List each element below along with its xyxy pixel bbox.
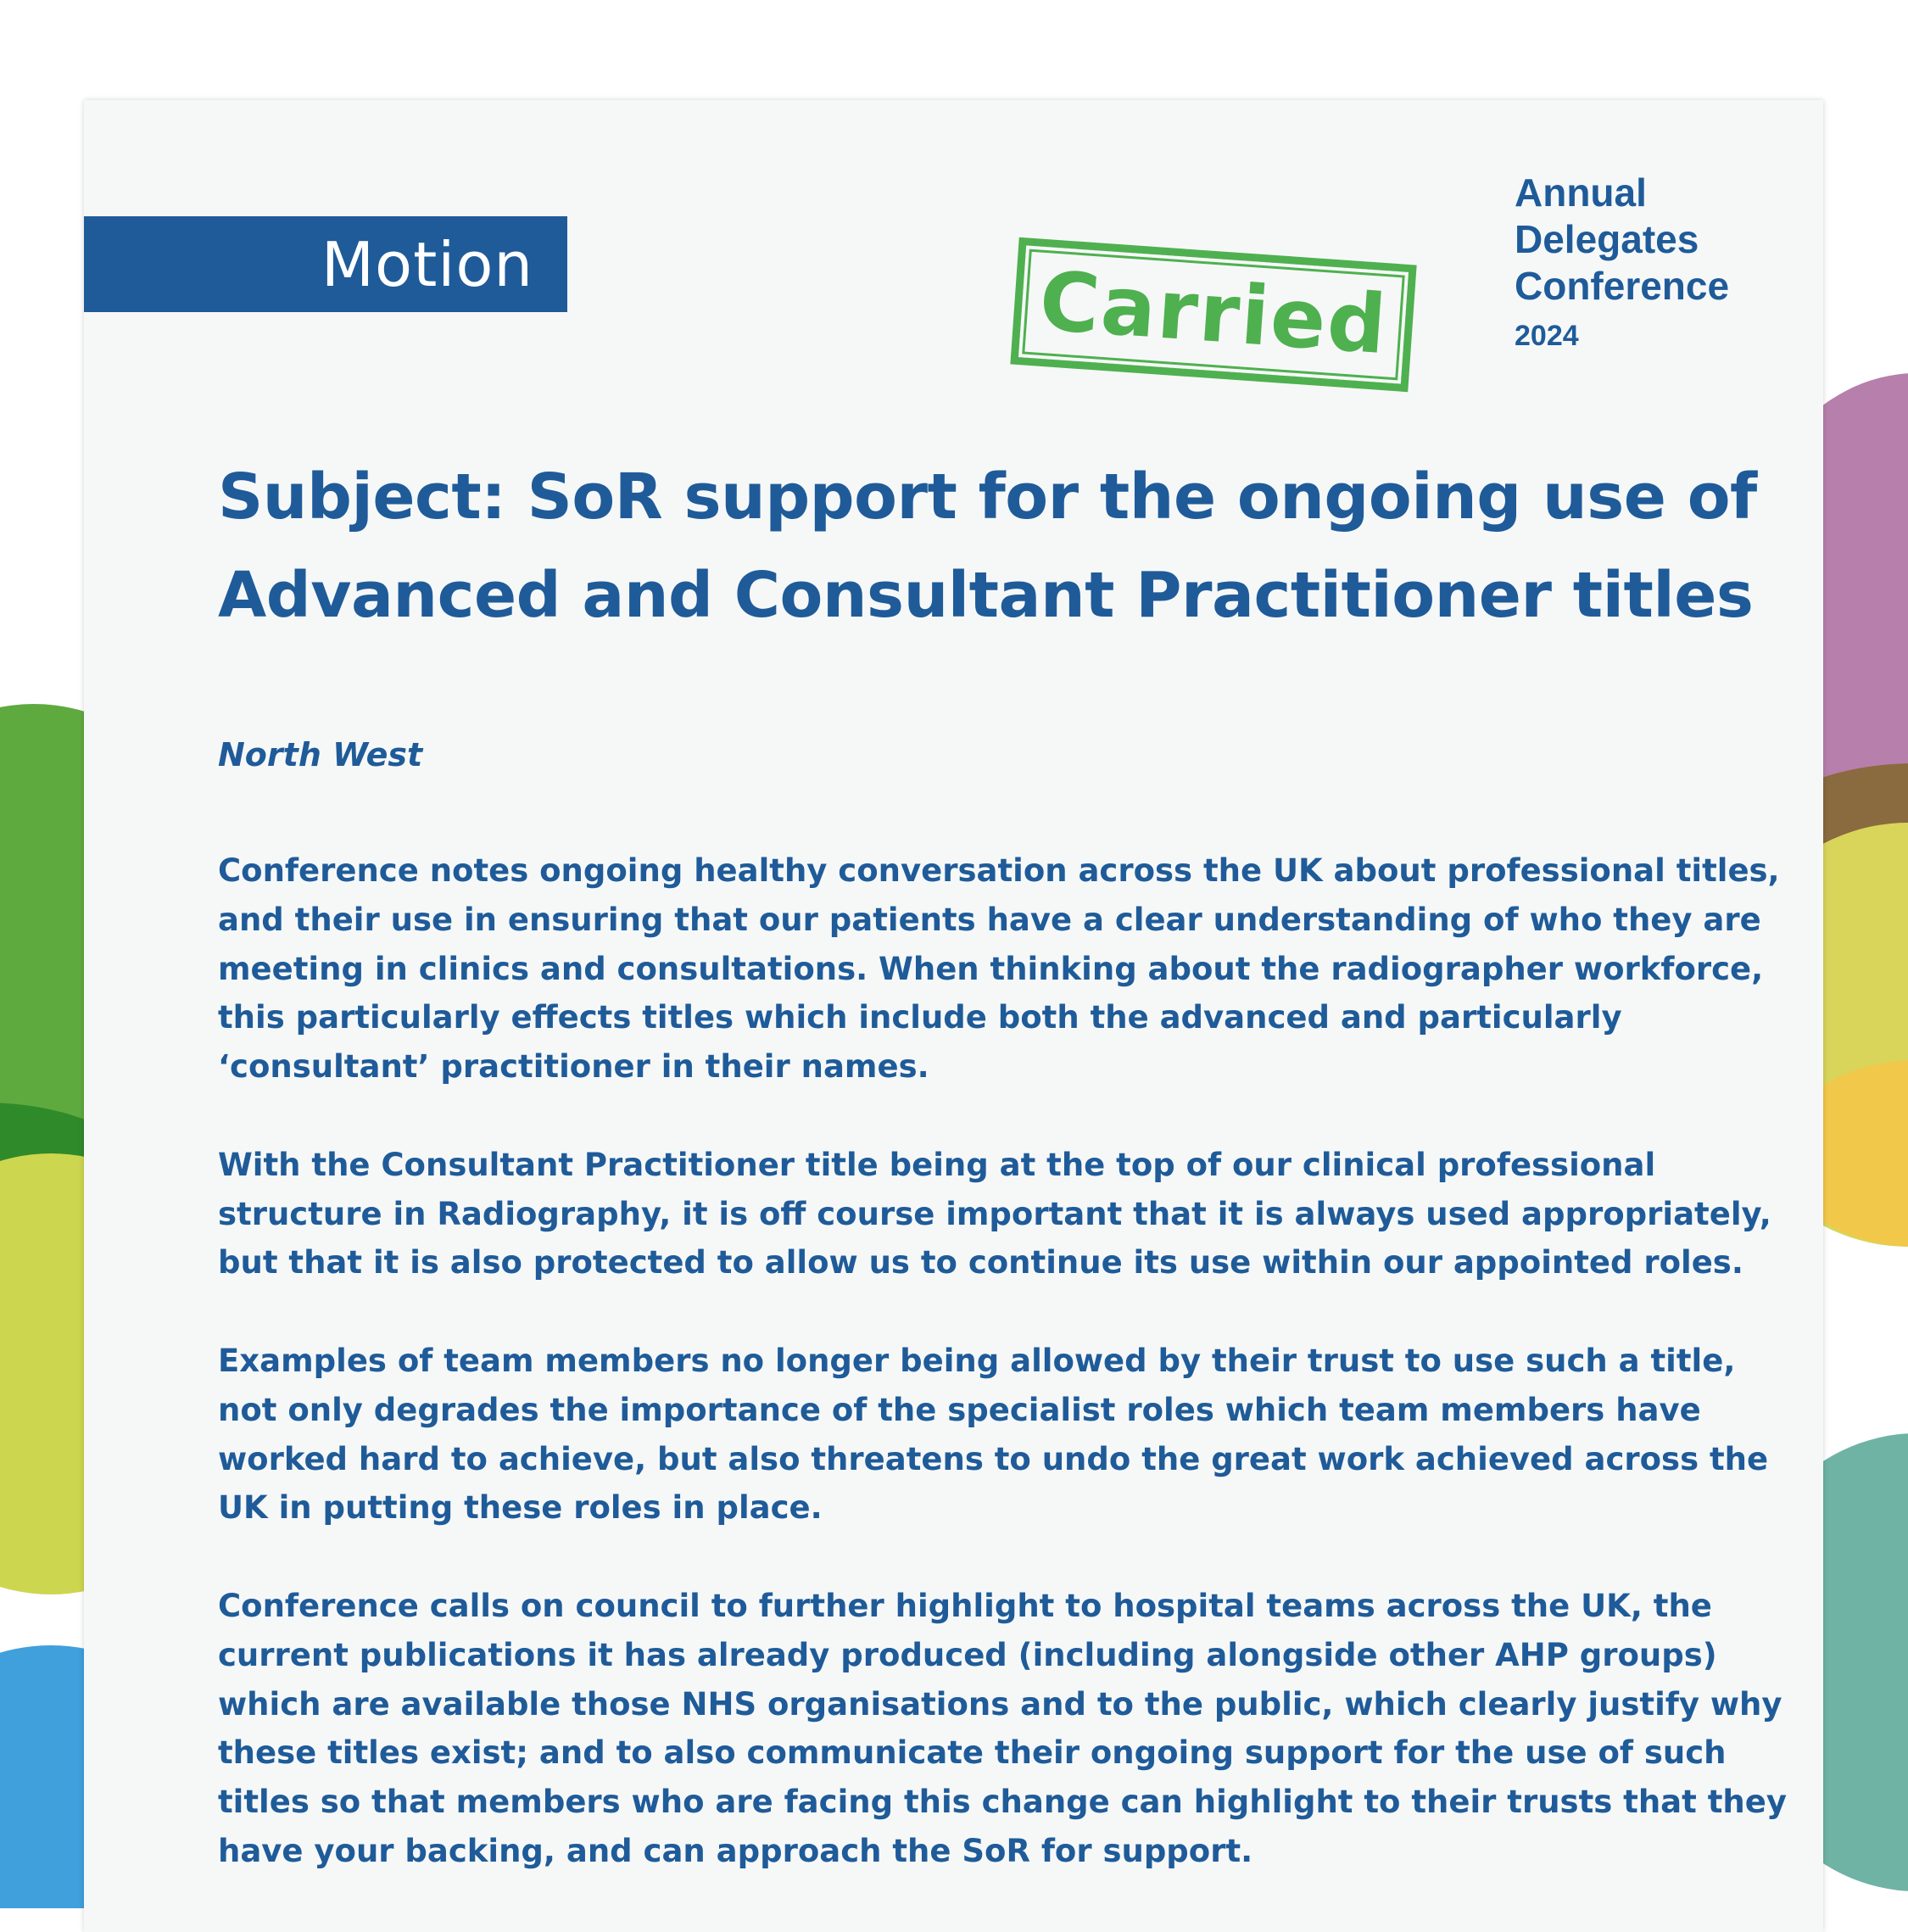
motion-document-page — [84, 100, 1823, 1932]
motion-paragraph: Conference calls on council to further highlight to hospital teams across the UK, the current publications it has already produced (including alongside other AHP groups) which are available those NHS organisations and to the public, which clearly justify why these titles exist; and to also communicate their ongoing support for the use of such titles so that members who are facing this change can highlight to their trusts that they have your backing, and can approach the SoR for support. — [218, 1587, 1787, 1869]
conference-logo-line1: Annual — [1515, 170, 1647, 215]
motion-body — [218, 846, 1799, 1925]
motion-subject-title — [218, 448, 1812, 645]
subject-line-2: Advanced and Consultant Practitioner titles — [218, 559, 1754, 632]
motion-paragraph: Conference notes ongoing healthy conversation across the UK about professional titles, and their use in ensuring that our patients have a clear understanding of who they are meeting in clinics and consultations. When thinking about the radiographer workforce, this particularly effects titles which include both the advanced and particularly ‘consultant’ practitioner in their names. — [218, 852, 1780, 1086]
conference-year: 2024 — [1515, 320, 1579, 352]
motion-label: Motion — [321, 229, 533, 300]
motion-paragraph: With the Consultant Practitioner title being at the top of our clinical professional structure in Radiography, it is off course important that it is always used appropriately, but that it is also protected to allow us to continue its use within our appointed roles. — [218, 1146, 1771, 1281]
stamp-text: Carried — [1036, 253, 1391, 373]
subject-line-1: Subject: SoR support for the ongoing use of — [218, 461, 1757, 533]
conference-logo — [1515, 170, 1729, 357]
proposer-region: North West — [218, 736, 423, 773]
conference-logo-line2: Delegates — [1515, 217, 1699, 261]
motion-paragraph: Examples of team members no longer being allowed by their trust to use such a title, not only degrades the importance of the specialist roles which team members have worked hard to achieve, but also threatens to undo the great work achieved across the UK in putting these roles in place. — [218, 1342, 1769, 1527]
motion-banner — [84, 216, 567, 312]
conference-logo-line3: Conference — [1515, 264, 1730, 308]
carried-stamp — [1010, 237, 1416, 392]
